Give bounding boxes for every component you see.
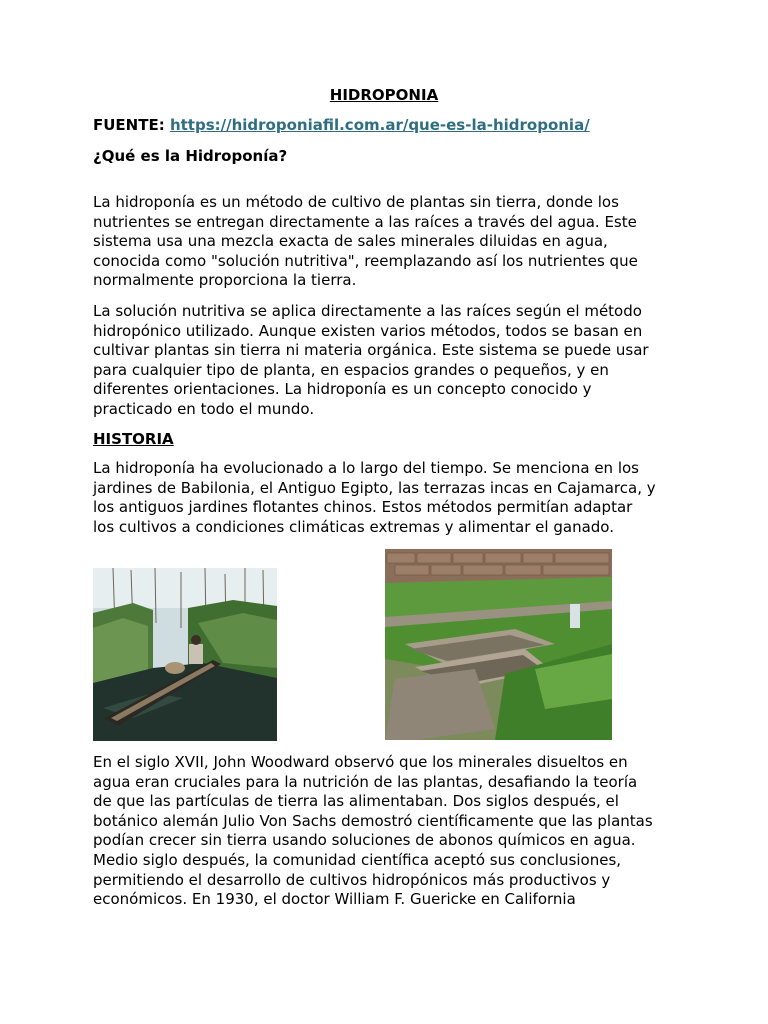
paragraph-line: cultivar plantas sin tierra ni materia orgánica. Este sistema se puede usar — [93, 341, 649, 360]
photo-floating-gardens — [93, 568, 277, 741]
paragraph-line: La solución nutritiva se aplica directamente a las raíces según el método — [93, 302, 642, 320]
paragraph-method — [93, 302, 693, 420]
source-label: FUENTE: — [93, 116, 165, 134]
source-line — [93, 116, 590, 134]
paragraph-line: podían crecer sin tierra usando soluciones de abonos químicos en agua. — [93, 831, 636, 850]
paragraph-line: La hidroponía ha evolucionado a lo largo del tiempo. Se menciona en los — [93, 459, 639, 477]
source-link[interactable]: https://hidroponiafil.com.ar/que-es-la-hidroponia/ — [169, 116, 590, 134]
photo-inca-terraces — [385, 549, 612, 740]
paragraph-line: permitiendo el desarrollo de cultivos hidropónicos más productivos y — [93, 870, 611, 889]
paragraph-line: sistema usa una mezcla exacta de sales minerales diluidas en agua, — [93, 232, 608, 251]
section-question: ¿Qué es la Hidroponía? — [93, 147, 288, 165]
paragraph-line: botánico alemán Julio Von Sachs demostró científicamente que las plantas — [93, 811, 653, 830]
paragraph-line: normalmente proporciona la tierra. — [93, 271, 357, 290]
paragraph-line: nutrientes se entregan directamente a las raíces a través del agua. Este — [93, 212, 637, 231]
paragraph-line: conocida como "solución nutritiva", reemplazando así los nutrientes que — [93, 251, 638, 270]
history-heading: HISTORIA — [93, 430, 174, 448]
paragraph-line: practicado en todo el mundo. — [93, 399, 315, 418]
paragraph-line: los antiguos jardines flotantes chinos. Estos métodos permitían adaptar — [93, 498, 633, 517]
paragraph-line: hidropónico utilizado. Aunque existen varios métodos, todos se basan en — [93, 321, 643, 340]
paragraph-line: agua eran cruciales para la nutrición de las plantas, desafiando la teoría — [93, 772, 638, 791]
paragraph-line: económicos. En 1930, el doctor William F. Guericke en California — [93, 890, 576, 909]
document-title: HIDROPONIA — [329, 86, 439, 104]
paragraph-line: para cualquier tipo de planta, en espacios grandes o pequeños, y en — [93, 360, 609, 379]
paragraph-line: La hidroponía es un método de cultivo de plantas sin tierra, donde los — [93, 193, 619, 211]
paragraph-history — [93, 459, 693, 537]
paragraph-history-2 — [93, 753, 693, 910]
paragraph-line: de que las partículas de tierra las alimentaban. Dos siglos después, el — [93, 792, 619, 811]
paragraph-line: jardines de Babilonia, el Antiguo Egipto, las terrazas incas en Cajamarca, y — [93, 478, 656, 497]
paragraph-line: Medio siglo después, la comunidad científica aceptó sus conclusiones, — [93, 850, 622, 869]
paragraph-line: En el siglo XVII, John Woodward observó que los minerales disueltos en — [93, 753, 628, 771]
paragraph-line: diferentes orientaciones. La hidroponía es un concepto conocido y — [93, 380, 592, 399]
paragraph-line: los cultivos a condiciones climáticas extremas y alimentar el ganado. — [93, 517, 614, 536]
paragraph-intro — [93, 193, 693, 291]
